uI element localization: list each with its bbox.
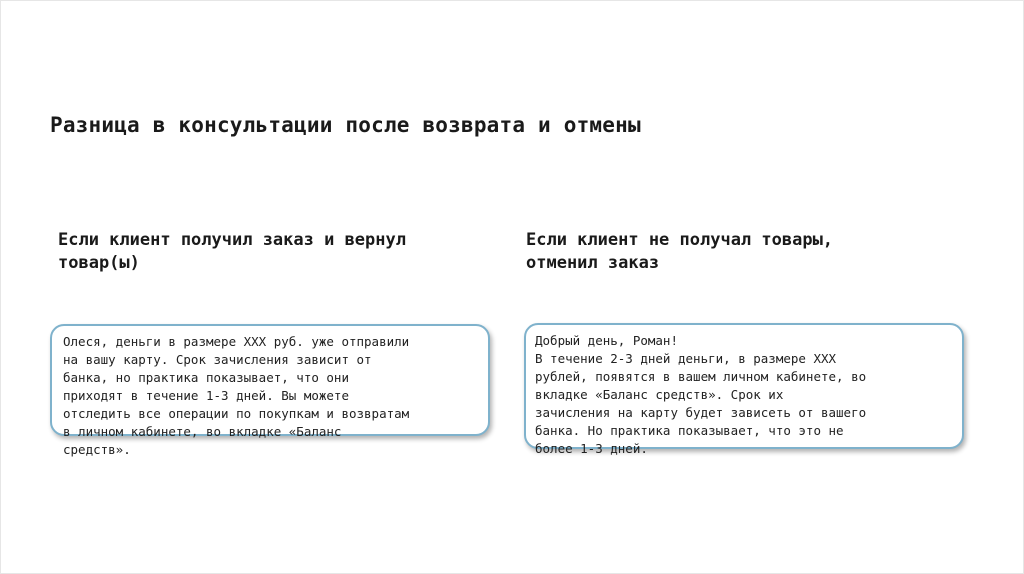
slide-title: Разница в консультации после возврата и отмены xyxy=(50,113,641,137)
left-message-text: Олеся, деньги в размере XXX руб. уже отправили на вашу карту. Срок зачисления зависит от банка, но практика показывает, что они приходят в течение 1-3 дней. Вы можете отследить все операции по покупкам и возвратам в личном кабинете, во вкладке «Баланс средств». xyxy=(63,334,410,457)
left-column-heading: Если клиент получил заказ и вернул товар(ы) xyxy=(58,230,406,273)
right-column-heading: Если клиент не получал товары, отменил заказ xyxy=(526,230,834,273)
right-message-text: Добрый день, Роман! В течение 2-3 дней деньги, в размере XXX рублей, появятся в вашем личном кабинете, во вкладке «Баланс средств». Срок их зачисления на карту будет зависеть от вашего банка. Но практика показывает, что это не более 1-3 дней. xyxy=(535,333,867,456)
